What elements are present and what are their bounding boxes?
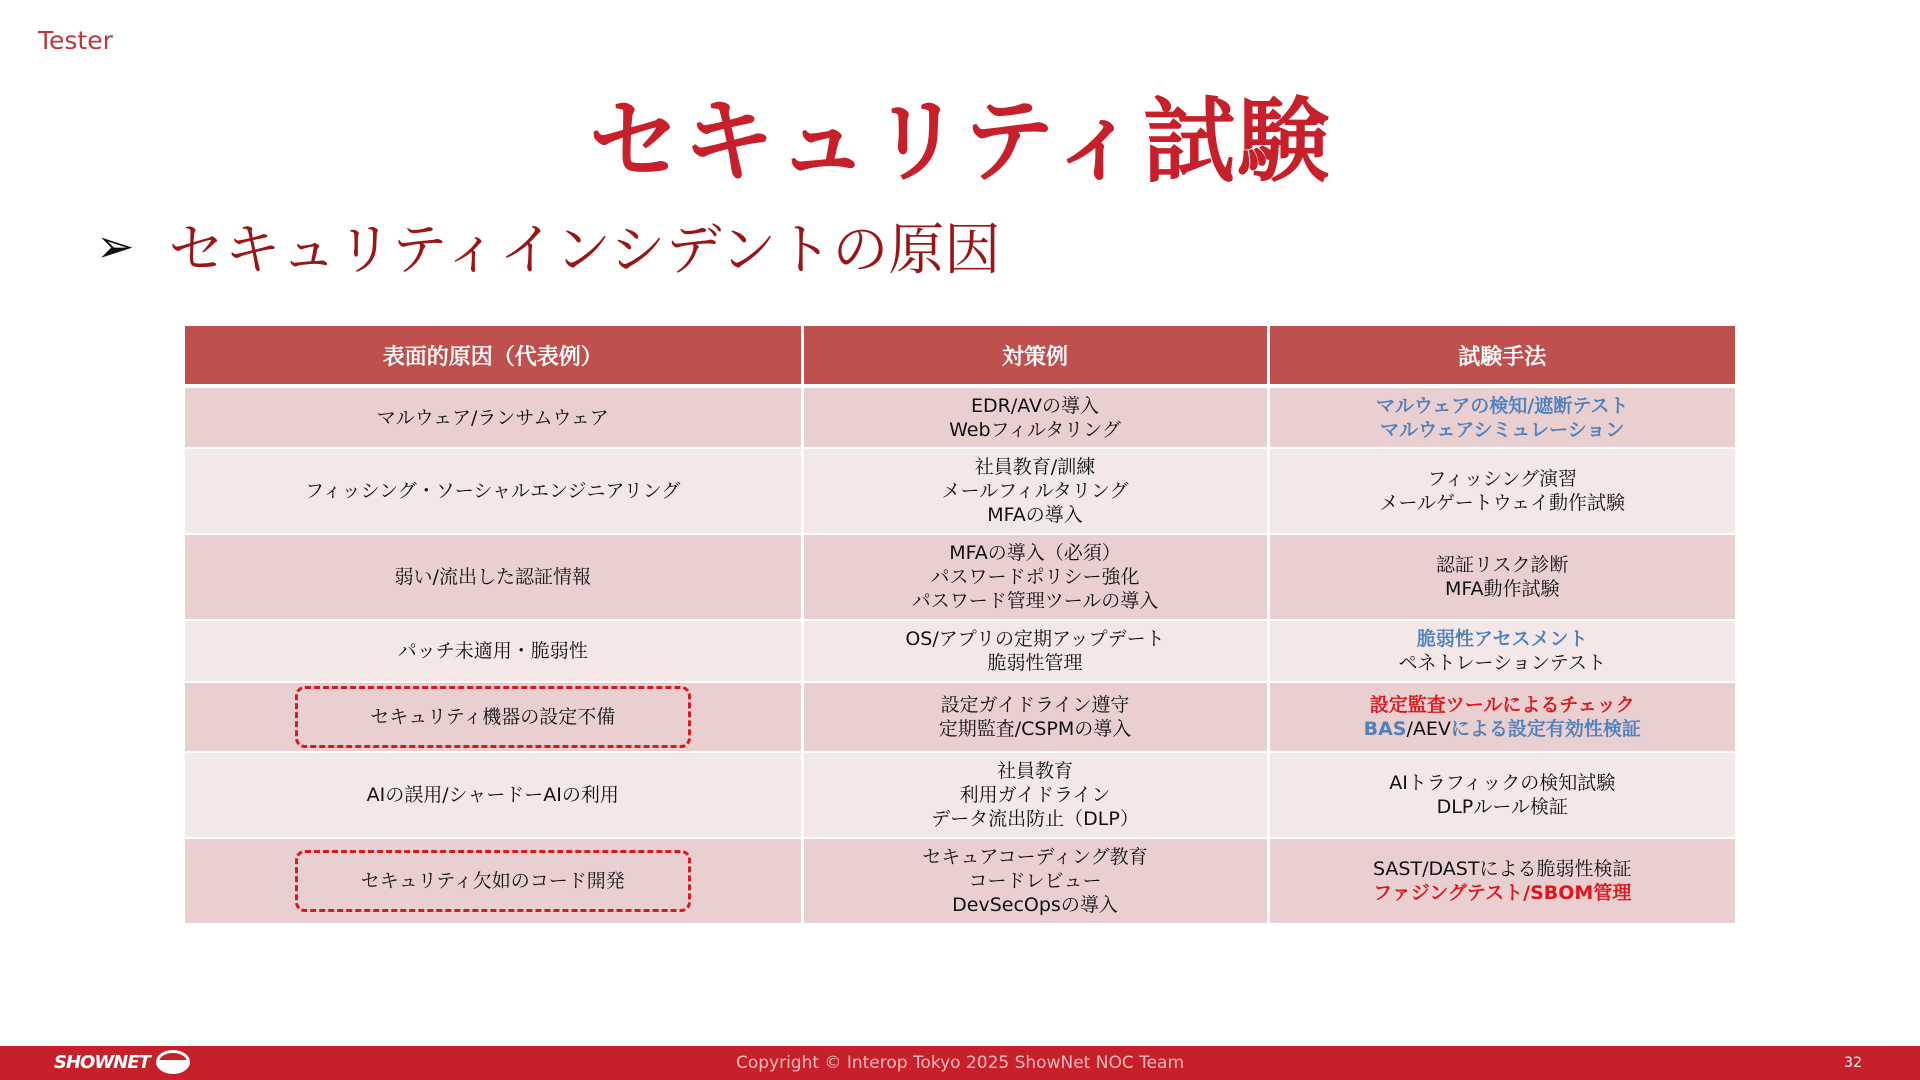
test-item: AIトラフィックの検知試験: [1389, 772, 1616, 794]
cause-cell: [185, 838, 802, 924]
measure-item: セキュアコーディング教育: [922, 846, 1148, 868]
table-row: [185, 620, 1735, 682]
test-item: フィッシング演習: [1427, 468, 1578, 490]
measure-item: 社員教育: [996, 760, 1073, 782]
header-cause: 表面的原因（代表例）: [185, 326, 802, 386]
test-item: 認証リスク診断: [1435, 554, 1569, 576]
cause-cell: AIの誤用/シャードーAIの利用: [185, 752, 802, 838]
test-item: DLPルール検証: [1436, 796, 1568, 818]
tests-cell: [1268, 838, 1735, 924]
cause-cell: [185, 682, 802, 752]
measure-item: MFAの導入（必須）: [949, 542, 1121, 564]
highlight-dashed-box: セキュリティ機器の設定不備: [295, 686, 691, 748]
section-heading-text: セキュリティインシデントの原因: [168, 218, 1001, 283]
test-item: メールゲートウェイ動作試験: [1379, 492, 1625, 514]
measure-item: 利用ガイドライン: [959, 784, 1111, 806]
measures-cell: [802, 752, 1268, 838]
measure-item: DevSecOpsの導入: [952, 894, 1118, 916]
measure-item: メールフィルタリング: [941, 480, 1129, 502]
tests-cell: [1268, 620, 1735, 682]
tests-cell: [1268, 682, 1735, 752]
measures-cell: [802, 620, 1268, 682]
measure-item: Webフィルタリング: [949, 418, 1121, 441]
table-row: [185, 386, 1735, 448]
measures-cell: [802, 386, 1268, 448]
test-item: ペネトレーションテスト: [1398, 652, 1606, 674]
incident-cause-table: [185, 326, 1735, 925]
measure-item: パスワード管理ツールの導入: [911, 590, 1159, 612]
header-tests: 試験手法: [1268, 326, 1735, 386]
measure-item: MFAの導入: [987, 504, 1083, 526]
footer-bar: [0, 1046, 1920, 1080]
tests-cell: [1268, 534, 1735, 620]
test-item: ファジングテスト/SBOM管理: [1373, 882, 1632, 904]
table-row: [185, 752, 1735, 838]
measures-cell: [802, 838, 1268, 924]
measures-cell: [802, 448, 1268, 534]
measures-cell: [802, 682, 1268, 752]
table-row: [185, 838, 1735, 924]
table-row: [185, 448, 1735, 534]
test-item: MFA動作試験: [1444, 578, 1560, 600]
table-row: [185, 682, 1735, 752]
aev-text: /AEV: [1406, 718, 1451, 740]
tests-cell: [1268, 386, 1735, 448]
page-number: 32: [1844, 1055, 1862, 1071]
slide-title: セキュリティ試験: [588, 88, 1332, 195]
arrow-bullet-icon: ➢: [96, 219, 135, 273]
test-item: [1276, 717, 1730, 741]
measure-item: データ流出防止（DLP）: [931, 808, 1139, 830]
measure-item: 設定ガイドライン遵守: [940, 694, 1130, 716]
measure-item: OS/アプリの定期アップデート: [905, 628, 1165, 650]
cause-cell: マルウェア/ランサムウェア: [185, 386, 802, 448]
table-header-row: [185, 326, 1735, 386]
tests-cell: [1268, 752, 1735, 838]
measure-item: 定期監査/CSPMの導入: [938, 718, 1132, 740]
measure-item: 社員教育/訓練: [974, 456, 1096, 478]
measure-item: パスワードポリシー強化: [930, 566, 1140, 588]
copyright-text: Copyright © Interop Tokyo 2025 ShowNet NOC Team: [735, 1053, 1185, 1073]
header-measures: 対策例: [802, 326, 1268, 386]
bas-text: BAS: [1363, 718, 1407, 740]
measure-item: コードレビュー: [968, 870, 1102, 892]
cause-cell: パッチ未適用・脆弱性: [185, 620, 802, 682]
test-item: 脆弱性アセスメント: [1416, 628, 1588, 650]
cause-cell: 弱い/流出した認証情報: [185, 534, 802, 620]
measure-item: EDR/AVの導入: [970, 394, 1100, 417]
measures-cell: [802, 534, 1268, 620]
test-item: SAST/DASTによる脆弱性検証: [1373, 858, 1632, 880]
test-item: マルウェアの検知/遮断テスト: [1376, 394, 1629, 417]
test-item: 設定監査ツールによるチェック: [1369, 694, 1635, 716]
section-heading: [96, 206, 1000, 286]
highlight-dashed-box: セキュリティ欠如のコード開発: [295, 850, 691, 912]
test-item: マルウェアシミュレーション: [1380, 418, 1625, 441]
logo-text: SHOWNET: [54, 1051, 150, 1073]
tests-cell: [1268, 448, 1735, 534]
measure-item: 脆弱性管理: [987, 652, 1083, 674]
table-row: [185, 534, 1735, 620]
presenter-tag: Tester: [38, 26, 113, 55]
cause-cell: フィッシング・ソーシャルエンジニアリング: [185, 448, 802, 534]
validation-text: による設定有効性検証: [1450, 718, 1641, 740]
